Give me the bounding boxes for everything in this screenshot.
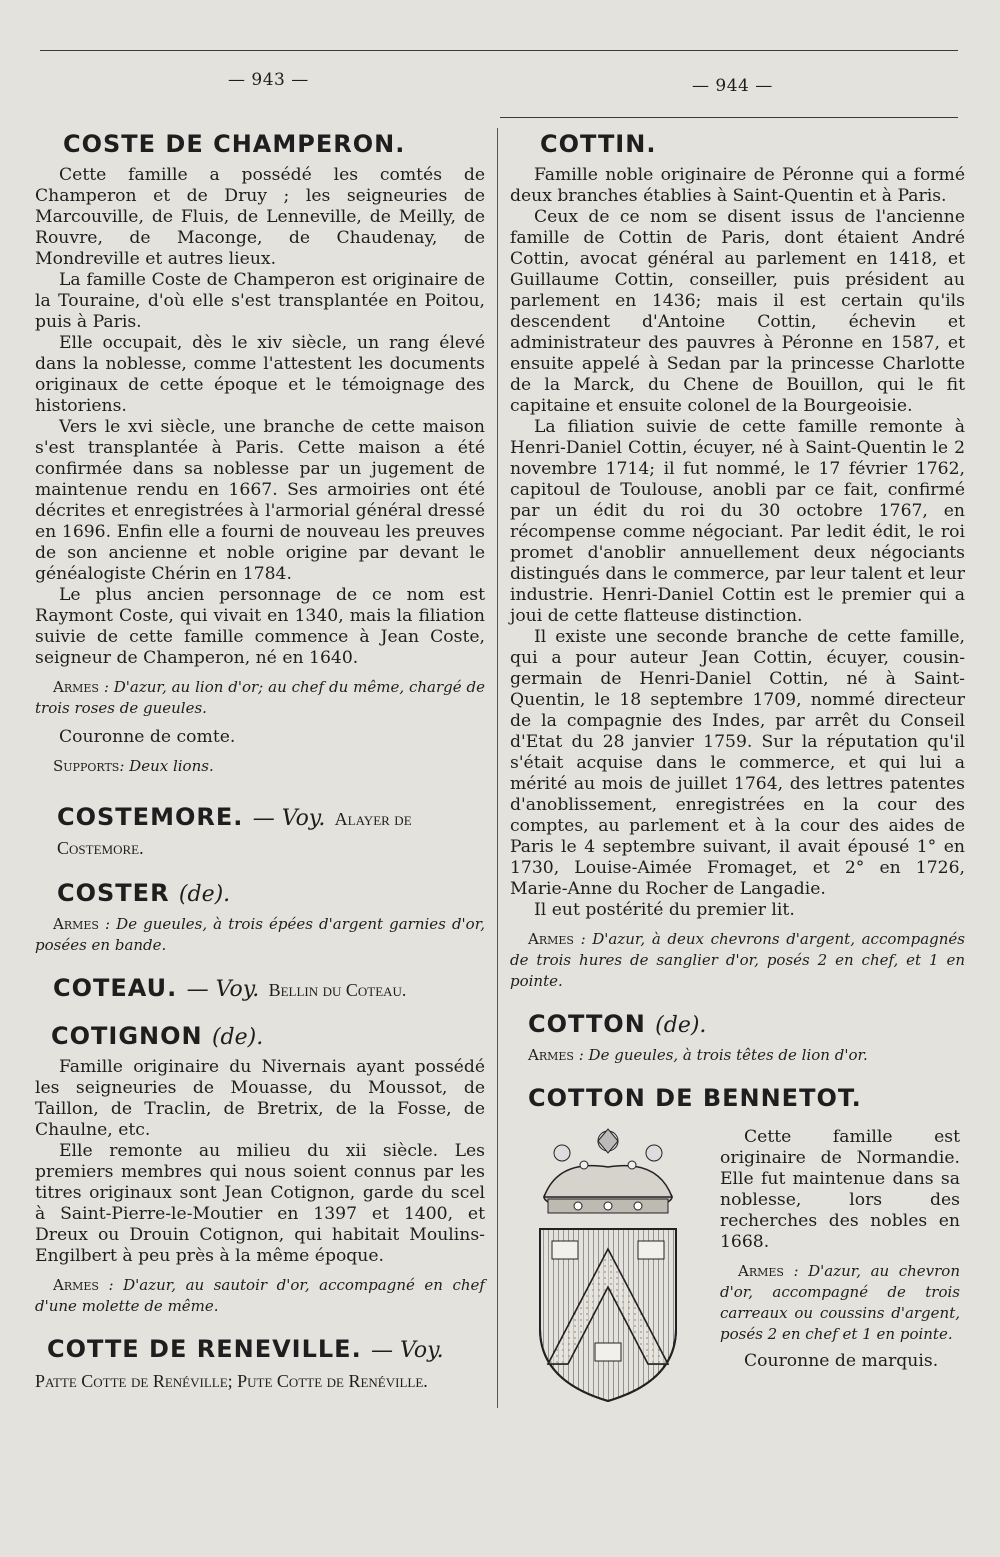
arms-text: : D'azur, au chevron d'or, accompagné de trois carreaux ou coussins d'argent, posés 2 en chef et 1 en pointe. (720, 1261, 960, 1343)
crown-line: Couronne de comte. (59, 726, 236, 747)
right-column (510, 130, 965, 1427)
voy-label: — Voy. (371, 1338, 444, 1364)
arms-text: : D'azur, au lion d'or; au chef du même, chargé de trois roses de gueules. (35, 677, 485, 717)
arms-description (35, 677, 485, 719)
arms-text: : D'azur, au sautoir d'or, accompagné en chef d'une molette de même. (35, 1276, 485, 1316)
entry-heading (35, 803, 485, 861)
coat-of-arms-image (518, 1119, 698, 1409)
entry-coteau (35, 974, 485, 1003)
paragraph: La filiation suivie de cette famille remonte à Henri-Daniel Cottin, écuyer, né à Saint-Quentin le 2 novembre 1714; il fut nommé, le 17 février 1762, capitoul de Toulouse, anobli par ce fait, confirmé par un édit du roi du 30 octobre 1767, en récompense comme négociant. Par ledit édit, le roi promet d'anoblir annuellement deux négociants distingués dans le commerce, par leur talent et leur industrie. Henri-Daniel Cottin est le premier qui a joui de cette flatteuse distinction. (510, 416, 965, 626)
paragraph: Il existe une seconde branche de cette famille, qui a pour auteur Jean Cottin, écuyer, cousin-germain de Henri-Daniel Cottin, né à Saint-Quentin, le 18 septembre 1709, nommé directeur de la compagnie des Indes, par arrêt du Conseil d'Etat du 28 janvier 1759. Sur la réputation qu'il s'était acquise dans le commerce, et qui lui a mérité au mois de juillet 1764, des lettres patentes d'anoblissement, enregistrées en la cour des comptes, au parlement et à la cour des aides de Paris le 4 septembre suivant, il avait épousé 1° en 1730, Louise-Aimée Fromaget, et 2° en 1726, Marie-Anne du Rocher de Langadie. (510, 626, 965, 899)
voy-label: — Voy. (186, 977, 260, 1003)
voy-label: — Voy. (252, 805, 326, 831)
crest-side-text (720, 1127, 960, 1372)
entry-coste-de-champeron (35, 130, 485, 777)
crown-line: Couronne de marquis. (744, 1350, 939, 1371)
entry-heading-name: COSTER (57, 878, 170, 907)
arms-label: Armes (528, 929, 574, 948)
supports-label: Supports (53, 756, 120, 775)
arms-text: : De gueules, à trois têtes de lion d'or. (578, 1046, 868, 1065)
entry-heading: COTTON DE BENNETOT. (528, 1084, 862, 1113)
cross-reference: Patte Cotte de Renéville; Pute Cotte de Renéville. (35, 1370, 428, 1391)
particle: (de). (178, 881, 231, 907)
arms-label: Armes (738, 1261, 784, 1280)
paragraph: Elle occupait, dès le xiv siècle, un rang élevé dans la noblesse, comme l'attestent les documents originaux de cette époque et le témoignage des historiens. (35, 332, 485, 416)
paragraph: Ceux de ce nom se disent issus de l'ancienne famille de Cottin de Paris, dont étaient André Cottin, avocat général au parlement en 1418, et Guillaume Cottin, conseiller, puis président au parlement en 1436; mais il est certain qu'ils descendent d'Antoine Cottin, échevin et administrateur des pauvres à Péronne en 1587, et ensuite appelé à Sedan par la princesse Charlotte de la Marck, du Chene de Bouillon, qui le fit capitaine et ensuite colonel de la Bourgeoisie. (510, 206, 965, 416)
arms-description (35, 914, 485, 956)
paragraph: Cette famille a possédé les comtés de Champeron et de Druy ; les seigneuries de Marcouville, de Fluis, de Lenneville, de Meilly, de Rouvre, de Maconge, de Chaudenay, de Mondreville et autres lieux. (35, 164, 485, 269)
paragraph: Cette famille est originaire de Normandie. Elle fut maintenue dans sa noblesse, lors des recherches des nobles en 1668. (720, 1126, 960, 1252)
entry-heading-name: COTTON (528, 1009, 646, 1038)
left-column (35, 130, 485, 1411)
supports-text: : Deux lions. (119, 756, 214, 775)
entry-heading (35, 974, 485, 1003)
marquis-crown-icon (544, 1129, 672, 1213)
page-number-right: — 944 — (692, 76, 773, 96)
paragraph: Famille noble originaire de Péronne qui a formé deux branches établies à Saint-Quentin et à Paris. (510, 164, 965, 206)
arms-description (510, 929, 965, 992)
entry-heading (35, 879, 485, 908)
entry-cotte-de-reneville (35, 1335, 485, 1392)
entry-coster (35, 879, 485, 956)
paragraph: Elle remonte au milieu du xii siècle. Les premiers membres qui nous soient connus par les titres originaux sont Jean Cotignon, garde du scel à Saint-Pierre-le-Moutier en 1397 et 1400, et Dreux ou Drouin Cotignon, qui habitait Moulins-Engilbert à peu près à la même époque. (35, 1141, 485, 1267)
entry-heading-name: COTTE DE RENEVILLE. (47, 1335, 362, 1364)
crest-area (510, 1119, 965, 1409)
arms-description (35, 1275, 485, 1317)
entry-heading (510, 1010, 965, 1039)
shield-icon (540, 1229, 676, 1401)
entry-cotton (510, 1010, 965, 1066)
entry-heading (35, 1022, 485, 1051)
arms-description (510, 1045, 965, 1066)
top-rule (40, 50, 958, 51)
arms-label: Armes (528, 1046, 574, 1065)
entry-costemore (35, 803, 485, 861)
arms-description (720, 1261, 960, 1345)
entry-cotignon (35, 1022, 485, 1317)
arms-label: Armes (53, 677, 99, 696)
paragraph: La famille Coste de Champeron est originaire de la Touraine, d'où elle s'est transplantée en Poitou, puis à Paris. (35, 269, 485, 332)
entry-heading-name: COTEAU. (53, 974, 178, 1003)
arms-text: : D'azur, à deux chevrons d'argent, accompagnés de trois hures de sanglier d'or, posés 2 en chef, et 1 en pointe. (510, 929, 965, 990)
entry-cottin (510, 130, 965, 992)
arms-label: Armes (53, 1276, 99, 1295)
particle: (de). (211, 1024, 264, 1050)
particle: (de). (655, 1012, 707, 1038)
cross-reference: Bellin du Coteau. (268, 980, 407, 1001)
column-divider (497, 128, 498, 1408)
entry-cotton-de-bennetot (510, 1084, 965, 1409)
page-number-left: — 943 — (228, 70, 309, 90)
supports-description (35, 756, 485, 777)
entry-heading-name: COSTEMORE. (57, 802, 244, 831)
paragraph: Le plus ancien personnage de ce nom est Raymont Coste, qui vivait en 1340, mais la filiation suivie de cette famille commence à Jean Coste, seigneur de Champeron, né en 1640. (35, 584, 485, 668)
paragraph: Famille originaire du Nivernais ayant possédé les seigneuries de Mouasse, du Moussot, de Taillon, de Traclin, de Bretrix, de la Fosse, de Chaulne, etc. (35, 1057, 485, 1141)
header-rule-right (500, 117, 958, 118)
entry-heading-name: COTIGNON (51, 1021, 203, 1050)
paragraph: Vers le xvi siècle, une branche de cette maison s'est transplantée à Paris. Cette maison a été confirmée dans sa noblesse par un jugement de maintenue rendu en 1667. Ses armoiries ont été décrites et enregistrées à l'armorial général dressé en 1696. Enfin elle a fourni de nouveau les preuves de son ancienne et noble origine par devant le généalogiste Chérin en 1784. (35, 416, 485, 584)
arms-text: : De gueules, à trois épées d'argent garnies d'or, posées en bande. (35, 915, 485, 955)
entry-heading: COTTIN. (540, 130, 657, 158)
entry-heading (35, 1335, 485, 1364)
cross-reference: Alayer de Costemore. (57, 808, 412, 859)
arms-label: Armes (53, 915, 99, 934)
entry-heading: COSTE DE CHAMPERON. (63, 130, 406, 158)
paragraph: Il eut postérité du premier lit. (534, 899, 795, 920)
